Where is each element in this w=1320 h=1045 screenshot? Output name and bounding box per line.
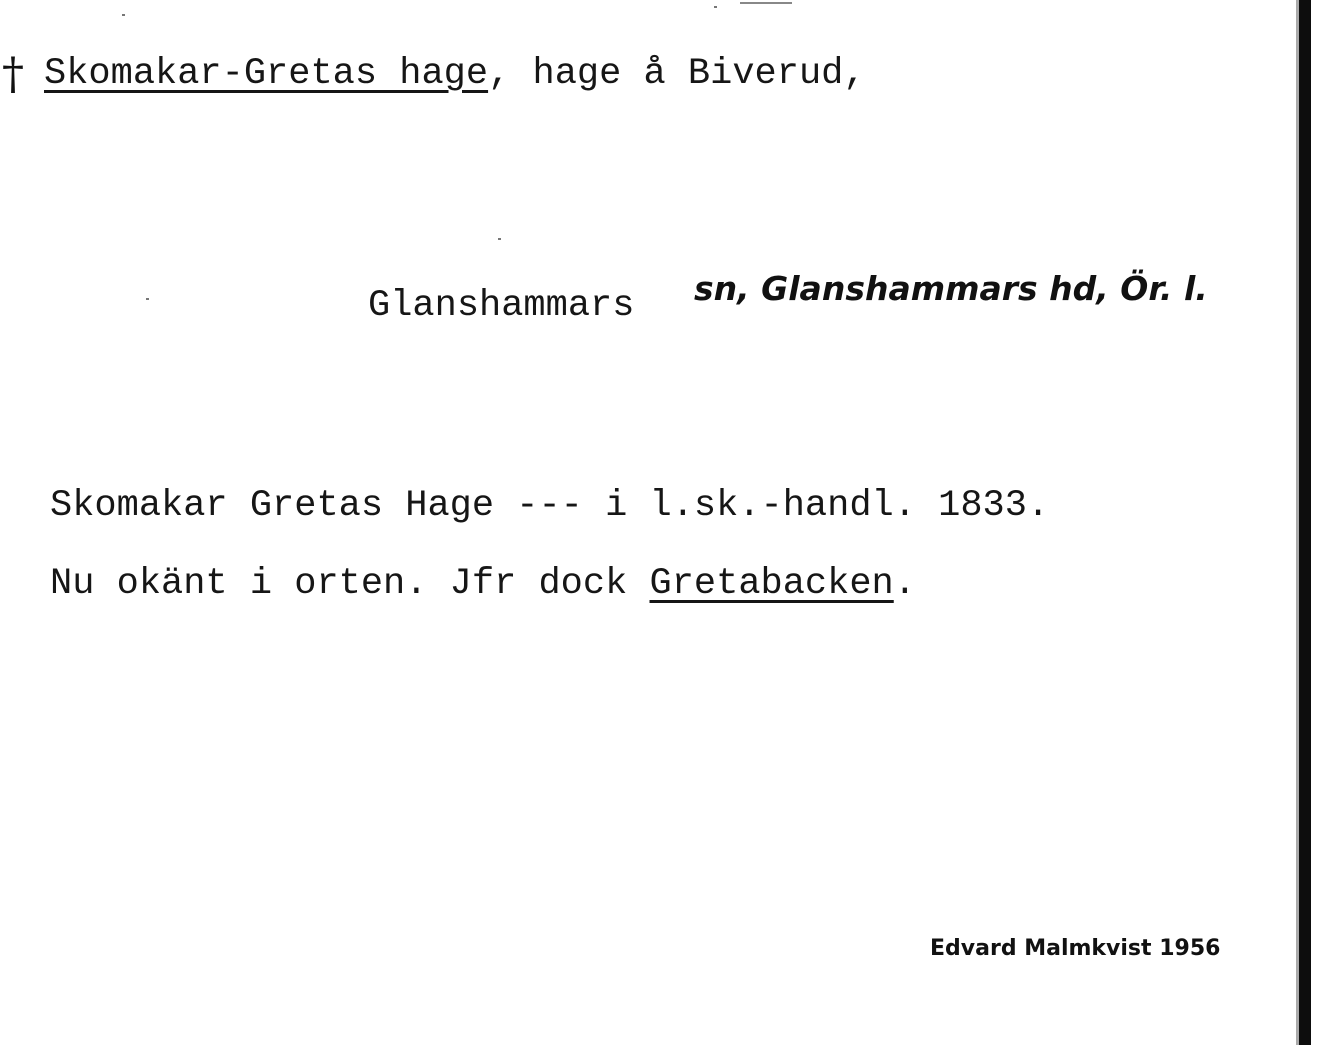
heading-description: hage å Biverud, — [510, 53, 866, 95]
parish-stamp: sn, Glanshammars hd, Ör. l. — [694, 269, 1208, 308]
cross-reference-link: Gretabacken — [649, 563, 894, 605]
scan-mark — [740, 2, 792, 4]
signature-stamp: Edvard Malmkvist 1956 — [930, 936, 1221, 961]
heading-place-name: Skomakar-Gretas hage — [44, 53, 489, 95]
dagger-symbol: † — [2, 49, 24, 100]
scan-speck — [498, 238, 501, 240]
scan-speck — [714, 6, 717, 8]
scan-speck — [146, 298, 149, 300]
body-line-2-period: . — [893, 563, 916, 605]
body-line-1: Skomakar Gretas Hage --- i l.sk.-handl. 1833. — [50, 485, 1050, 527]
scan-speck — [122, 14, 125, 16]
body-line-2 — [50, 562, 916, 606]
card-heading — [44, 52, 866, 96]
body-line-2-text: Nu okänt i orten. Jfr dock — [50, 563, 650, 605]
scan-edge-bar — [1299, 0, 1311, 1045]
heading-comma: , — [488, 53, 511, 95]
parish-typed: Glanshammars — [368, 285, 635, 327]
